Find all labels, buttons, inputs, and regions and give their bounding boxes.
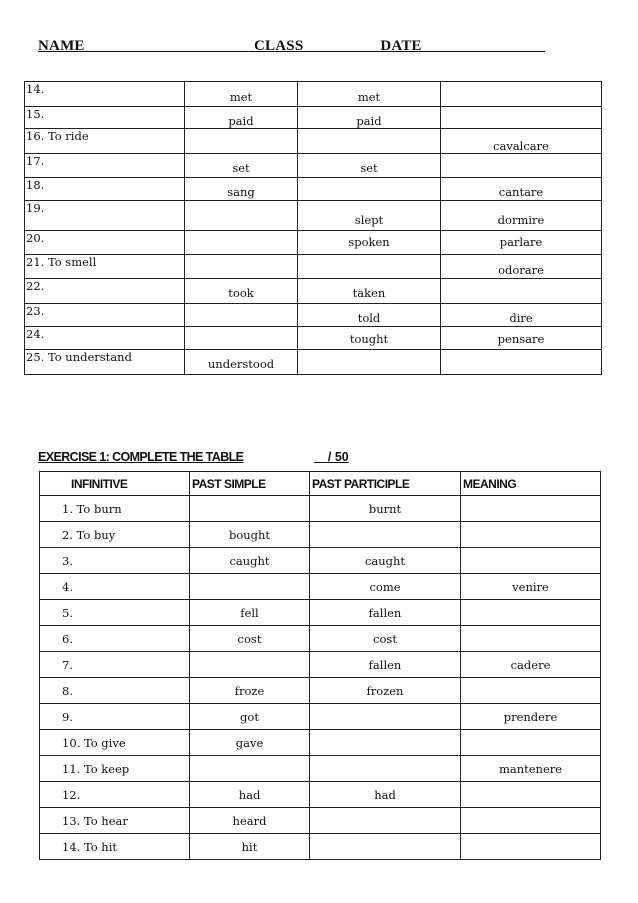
cell-text: dire [509,311,533,325]
header-line: NAME______________________CLASS__________DATE________________ [38,38,545,54]
table-cell [298,82,441,107]
exercise-score: __/ 50 [314,450,349,464]
exercise-row [40,522,601,548]
exercise-cell: got [190,704,310,730]
exercise-cell: mantenere [461,756,601,782]
exercise-cell: 3. [40,548,190,574]
exercise-cell: fallen [310,652,461,678]
table-row [25,154,602,178]
exercise-cell: 12. [40,782,190,808]
exercise-cell: frozen [310,678,461,704]
header-past-participle: PAST PARTICIPLE [310,472,461,496]
exercise-cell: 10. To give [40,730,190,756]
exercise-cell: come [310,574,461,600]
table-cell: 17. [25,154,185,178]
exercise-cell [461,678,601,704]
table-cell: 24. [25,327,185,350]
exercise-cell [310,808,461,834]
cell-text: set [360,161,378,175]
table-cell [185,201,298,231]
cell-text: dormire [497,213,545,227]
exercise-cell: prendere [461,704,601,730]
exercise-cell: 13. To hear [40,808,190,834]
table-cell [441,82,602,107]
exercise-cell [461,730,601,756]
table-cell [185,178,298,201]
table-cell [185,82,298,107]
table-cell: 19. [25,201,185,231]
cell-text: took [228,286,254,300]
table-cell: 25. To understand [25,350,185,375]
cell-text: understood [207,357,275,371]
exercise-row [40,626,601,652]
table-cell [441,107,602,129]
exercise-row [40,678,601,704]
table-cell [441,279,602,304]
exercise-cell: 5. [40,600,190,626]
exercise-cell [461,548,601,574]
exercise-cell [461,626,601,652]
table-cell [298,201,441,231]
exercise-row [40,548,601,574]
cell-text: tought [349,332,389,346]
exercise-cell: burnt [310,496,461,522]
exercise-cell: caught [190,548,310,574]
table-cell [441,231,602,255]
top-verb-table [24,81,602,375]
exercise-cell: cost [190,626,310,652]
exercise-row [40,808,601,834]
exercise-cell [461,600,601,626]
table-cell [185,279,298,304]
exercise-cell [461,496,601,522]
exercise-cell [461,808,601,834]
cell-text: taken [352,286,386,300]
cell-text: cantare [498,185,544,199]
exercise-cell: fell [190,600,310,626]
table-cell [298,279,441,304]
cell-text: pensare [497,332,545,346]
table-cell [185,327,298,350]
table-cell [441,201,602,231]
cell-text: parlare [499,235,543,249]
table-row [25,304,602,327]
table-cell [298,178,441,201]
table-cell [298,231,441,255]
table-cell: 20. [25,231,185,255]
exercise-cell: 11. To keep [40,756,190,782]
table-cell [185,350,298,375]
exercise-title: EXERCISE 1: COMPLETE THE TABLE [38,450,244,464]
exercise-cell: had [190,782,310,808]
exercise-row [40,652,601,678]
exercise-cell [310,730,461,756]
table-cell: 16. To ride [25,129,185,154]
cell-text: cavalcare [493,139,549,153]
table-cell [298,304,441,327]
table-cell [185,255,298,279]
table-cell [298,350,441,375]
header-past-simple: PAST SIMPLE [190,472,310,496]
table-row [25,327,602,350]
exercise-table [39,471,601,860]
exercise-cell [190,652,310,678]
table-cell [185,304,298,327]
table-row [25,178,602,201]
exercise-cell: 2. To buy [40,522,190,548]
exercise-cell [310,834,461,860]
cell-text: met [229,90,253,104]
table-cell [298,107,441,129]
cell-text: paid [356,114,382,128]
exercise-cell: cost [310,626,461,652]
exercise-row [40,496,601,522]
table-cell: 14. [25,82,185,107]
header-meaning: MEANING [461,472,601,496]
table-cell [441,304,602,327]
exercise-row [40,600,601,626]
exercise-header-row [40,472,601,496]
table-cell [298,327,441,350]
table-row [25,255,602,279]
exercise-cell: 1. To burn [40,496,190,522]
cell-text: sang [227,185,255,199]
table-row [25,350,602,375]
exercise-cell [190,496,310,522]
exercise-cell [461,782,601,808]
table-cell [441,129,602,154]
table-cell [441,178,602,201]
exercise-cell: 14. To hit [40,834,190,860]
table-cell: 23. [25,304,185,327]
exercise-cell: heard [190,808,310,834]
exercise-cell [190,574,310,600]
table-cell [298,129,441,154]
table-cell [441,255,602,279]
exercise-row [40,574,601,600]
exercise-cell [310,756,461,782]
exercise-row [40,756,601,782]
cell-text: met [357,90,381,104]
table-cell: 18. [25,178,185,201]
table-cell [441,350,602,375]
table-cell [185,231,298,255]
table-row [25,279,602,304]
exercise-cell: cadere [461,652,601,678]
exercise-cell: gave [190,730,310,756]
table-cell: 22. [25,279,185,304]
table-row [25,107,602,129]
exercise-cell [310,522,461,548]
cell-text: paid [228,114,254,128]
exercise-cell: hit [190,834,310,860]
exercise-row [40,782,601,808]
exercise-row [40,834,601,860]
exercise-cell [461,834,601,860]
cell-text: set [232,161,250,175]
cell-text: odorare [498,263,544,277]
exercise-cell: 9. [40,704,190,730]
exercise-cell [461,522,601,548]
cell-text: told [357,311,381,325]
exercise-cell: 8. [40,678,190,704]
exercise-cell [310,704,461,730]
exercise-cell: caught [310,548,461,574]
table-row [25,82,602,107]
exercise-cell [190,756,310,782]
table-cell [441,154,602,178]
exercise-cell: venire [461,574,601,600]
exercise-cell: fallen [310,600,461,626]
exercise-cell: froze [190,678,310,704]
exercise-cell: had [310,782,461,808]
exercise-cell: 4. [40,574,190,600]
table-cell [298,255,441,279]
cell-text: spoken [348,235,390,249]
exercise-row [40,730,601,756]
table-cell [185,129,298,154]
exercise-cell: bought [190,522,310,548]
header-infinitive: INFINITIVE [40,472,190,496]
table-cell [298,154,441,178]
table-cell [185,107,298,129]
table-row [25,129,602,154]
table-cell [441,327,602,350]
table-cell: 15. [25,107,185,129]
cell-text: slept [354,213,384,227]
table-cell [185,154,298,178]
table-row [25,201,602,231]
exercise-row [40,704,601,730]
exercise-cell: 6. [40,626,190,652]
table-row [25,231,602,255]
table-cell: 21. To smell [25,255,185,279]
exercise-cell: 7. [40,652,190,678]
